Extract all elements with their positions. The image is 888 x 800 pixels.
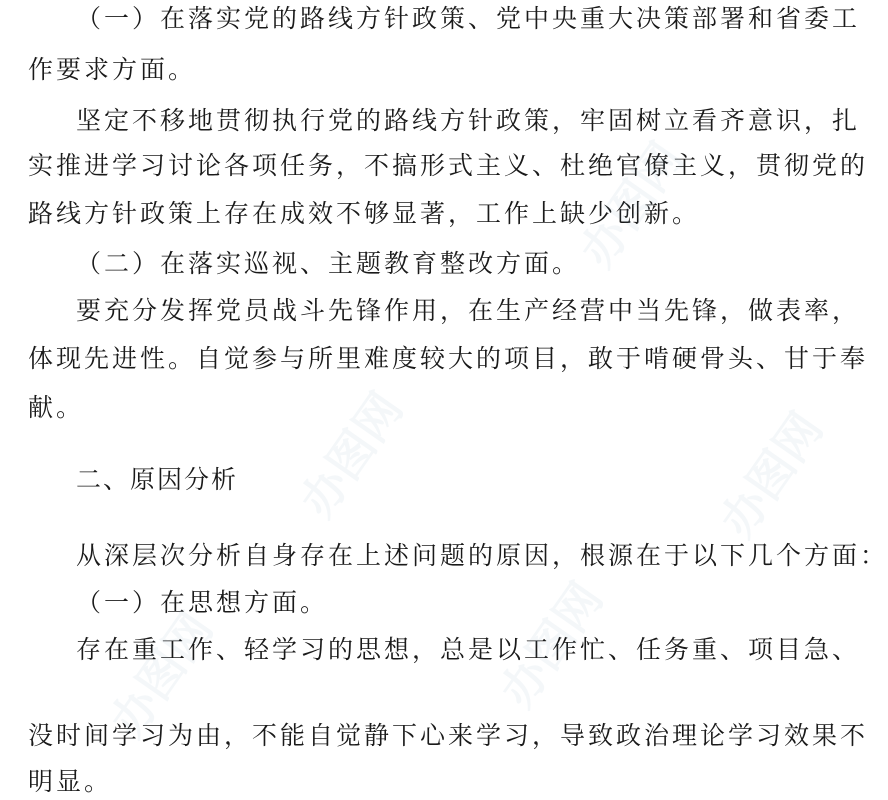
text-line: 坚定不移地贯彻执行党的路线方针政策，牢固树立看齐意识，扎 <box>76 106 861 135</box>
text-line: （一）在思想方面。 <box>76 588 329 617</box>
text-line: 要充分发挥党员战斗先锋作用，在生产经营中当先锋，做表率， <box>76 296 861 325</box>
watermark-logo: 办图网 <box>489 572 614 717</box>
text-line: （一）在落实党的路线方针政策、党中央重大决策部署和省委工 <box>76 4 861 33</box>
text-line: 明显。 <box>28 767 113 796</box>
section-heading: 二、原因分析 <box>76 465 239 494</box>
text-line: 从深层次分析自身存在上述问题的原因，根源在于以下几个方面： <box>76 541 888 570</box>
text-line: 存在重工作、轻学习的思想，总是以工作忙、任务重、项目急、 <box>76 635 861 664</box>
text-line: （二）在落实巡视、主题教育整改方面。 <box>76 249 581 278</box>
text-line: 没时间学习为由，不能自觉静下心来学习，导致政治理论学习效果不 <box>28 721 869 750</box>
watermark-logo: 办图网 <box>569 132 694 277</box>
text-line: 路线方针政策上存在成效不够显著，工作上缺少创新。 <box>28 199 701 228</box>
text-line: 作要求方面。 <box>28 55 197 84</box>
watermark-logo: 办图网 <box>709 402 834 547</box>
watermark-logo: 办图网 <box>289 382 414 527</box>
text-line: 体现先进性。自觉参与所里难度较大的项目，敢于啃硬骨头、甘于奉 <box>28 344 869 373</box>
text-line: 实推进学习讨论各项任务，不搞形式主义、杜绝官僚主义，贯彻党的 <box>28 151 869 180</box>
watermark-logo: 办图网 <box>99 602 224 747</box>
text-line: 献。 <box>28 393 85 422</box>
